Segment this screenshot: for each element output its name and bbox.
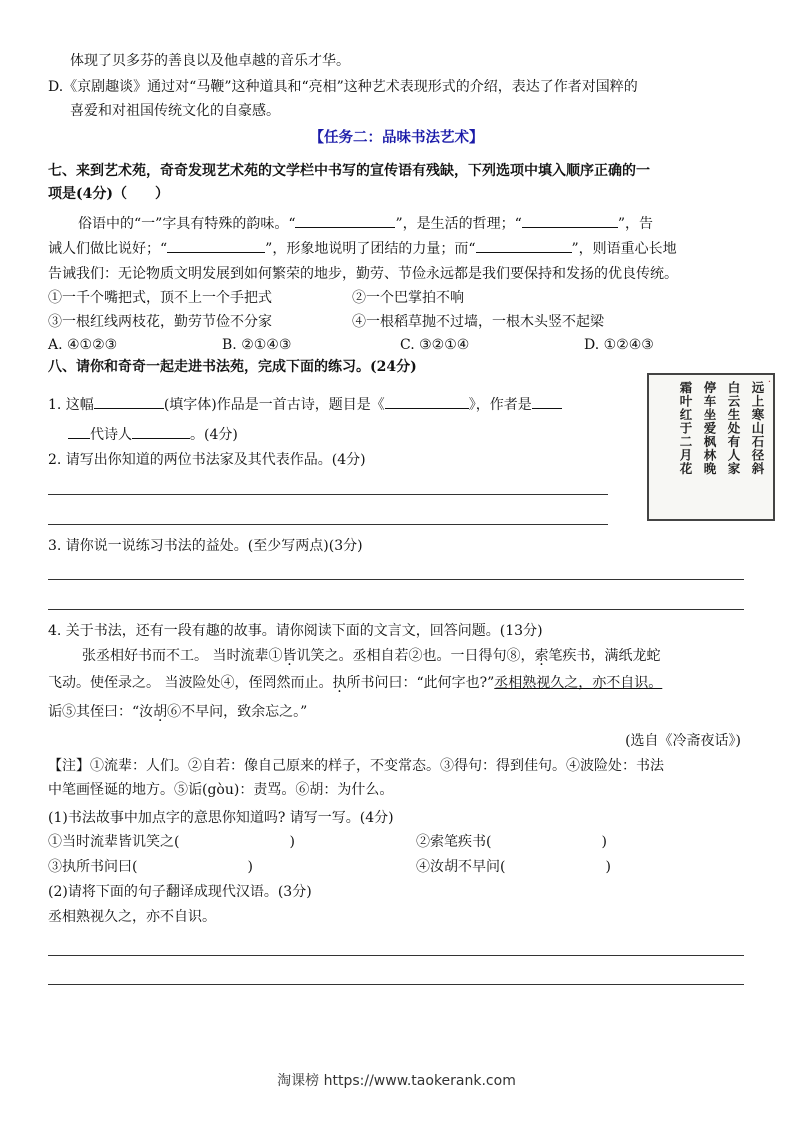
calligraphy-column-1: 远上寒山石径斜	[750, 381, 765, 476]
answer-4[interactable]	[416, 856, 611, 878]
q8-s1b: (填字体)作品是一首古诗，题目是《	[163, 397, 385, 413]
underlined-sentence: 丞相熟视久之，亦不自识。	[494, 675, 663, 691]
translation-answer-line-1[interactable]	[48, 955, 744, 956]
answer-3[interactable]	[48, 856, 253, 878]
q7-item-4: ④一根稻草抛不过墙，一根木头竖不起梁	[352, 314, 604, 330]
q7-p1b: ”，是生活的哲理；“	[395, 216, 522, 232]
answer-1-label: ①当时流辈皆讥笑之(	[48, 834, 180, 850]
q8-title-blank[interactable]	[385, 394, 469, 409]
dotted-char-jie: 皆	[282, 648, 297, 664]
q8-s1a: 1. 这幅	[48, 397, 94, 413]
q7-option-b[interactable]: B. ②①④③	[222, 337, 292, 353]
q7-passage-line2	[48, 238, 677, 260]
q8-s1e: 。(4分)	[190, 427, 238, 443]
q8-sub3-answer-line-1[interactable]	[48, 579, 744, 580]
q7-blank-1[interactable]	[295, 213, 395, 228]
q7-p1c: ”，告	[617, 216, 653, 232]
q7-blank-3[interactable]	[167, 238, 265, 253]
story-3a: 诟⑤其侄曰：“汝	[48, 704, 154, 720]
q8-s1d: 代诗人	[90, 427, 132, 443]
q8-sub2-answer-line-1[interactable]	[48, 494, 608, 495]
q8-title: 八、请你和奇奇一起走进书法苑，完成下面的练习。(24分)	[48, 359, 417, 375]
story-line2	[48, 672, 662, 694]
q8-sub4: 4. 关于书法，还有一段有趣的故事。请你阅读下面的文言文，回答问题。(13分)	[48, 623, 543, 639]
story-1c: 笔疾书，满纸龙蛇	[548, 648, 661, 664]
q7-item-1: ①一千个嘴把式，顶不上一个手把式	[48, 290, 272, 306]
story-2a: 飞动。使侄录之。 当波险处④，侄罔然而止。	[48, 675, 333, 691]
q7-p1a: 俗语中的“一”字具有特殊的韵味。“	[78, 216, 296, 232]
q7-item-2: ②一个巴掌拍不响	[352, 290, 464, 306]
q7-item-3: ③一根红线两枝花，勤劳节俭不分家	[48, 314, 272, 330]
dotted-char-suo: 索	[534, 648, 549, 664]
q7-p2a: 诫人们做比说好；“	[48, 241, 168, 257]
note-line2: 中笔画怪诞的地方。⑤诟(gòu)：责骂。⑥胡：为什么。	[48, 782, 394, 798]
q8-sub2: 2. 请写出你知道的两位书法家及其代表作品。(4分)	[48, 452, 366, 468]
story-1a: 张丞相好书而不工。 当时流辈①	[82, 648, 283, 664]
translate-sentence: 丞相熟视久之，亦不自识。	[48, 909, 216, 925]
footer-watermark: 淘课榜 https://www.taokerank.com	[277, 1073, 516, 1089]
q7-option-c[interactable]: C. ③②①④	[400, 337, 470, 353]
q8-sub3: 3. 请你说一说练习书法的益处。(至少写两点)(3分)	[48, 538, 363, 554]
q4-sub2: (2)请将下面的句子翻译成现代汉语。(3分)	[48, 884, 312, 900]
q7-title-line1: 七、来到艺术苑，奇奇发现艺术苑的文学栏中书写的宣传语有残缺，下列选项中填入顺序正确的一	[48, 163, 650, 179]
q7-p2c: ”，则语重心长地	[571, 241, 677, 257]
calligraphy-column-2: 白云生处有人家	[726, 381, 741, 476]
q8-sub1-line2	[68, 424, 238, 446]
option-c-continuation: 体现了贝多芬的善良以及他卓越的音乐才华。	[70, 53, 350, 69]
q7-option-a[interactable]: A. ④①②③	[48, 337, 118, 353]
q7-title-line2: 项是(4分)（ ）	[48, 186, 169, 202]
option-d-line2: 喜爱和对祖国传统文化的自豪感。	[70, 103, 280, 119]
answer-3-close: )	[247, 859, 253, 875]
story-source: (选自《冷斋夜话》)	[625, 733, 741, 749]
dotted-char-zhi: 执	[332, 675, 347, 691]
answer-2-close: )	[601, 834, 607, 850]
calligraphy-column-3: 停车坐爱枫林晚	[702, 381, 717, 476]
story-line1	[82, 645, 660, 667]
answer-2-label: ②索笔疾书(	[416, 834, 492, 850]
calligraphy-seal-mark: ·	[767, 377, 771, 388]
q7-p2b: ”，形象地说明了团结的力量；而“	[265, 241, 476, 257]
calligraphy-column-4: 霜叶红于二月花	[678, 381, 693, 476]
translation-answer-line-2[interactable]	[48, 984, 744, 985]
answer-1[interactable]	[48, 831, 295, 853]
story-3b: ⑥不早问，致余忘之。”	[167, 704, 308, 720]
q8-dynasty-blank[interactable]	[68, 424, 90, 439]
q8-sub2-answer-line-2[interactable]	[48, 524, 608, 525]
q7-blank-4[interactable]	[476, 238, 572, 253]
answer-4-close: )	[605, 859, 611, 875]
q8-sub1-line1	[48, 394, 562, 416]
q8-font-blank[interactable]	[94, 394, 164, 409]
story-2b: 所书问曰：“此何字也?”	[346, 675, 495, 691]
answer-3-label: ③执所书问曰(	[48, 859, 138, 875]
q8-poet-blank[interactable]	[132, 424, 190, 439]
q8-author-blank[interactable]	[532, 394, 562, 409]
answer-4-label: ④汝胡不早问(	[416, 859, 506, 875]
q8-sub3-answer-line-2[interactable]	[48, 609, 744, 610]
q7-blank-2[interactable]	[522, 213, 618, 228]
task-two-title: 【任务二：品味书法艺术】	[309, 129, 484, 146]
story-line3	[48, 701, 307, 723]
answer-2[interactable]	[416, 831, 607, 853]
calligraphy-artwork	[647, 373, 775, 521]
note-line1: 【注】①流辈：人们。②自若：像自己原来的样子，不变常态。③得句：得到佳句。④波险处：书法	[48, 758, 664, 774]
q4-sub1: (1)书法故事中加点字的意思你知道吗? 请写一写。(4分)	[48, 810, 394, 826]
answer-1-close: )	[289, 834, 295, 850]
q7-option-d[interactable]: D. ①②④③	[584, 337, 654, 353]
option-d-line1: D.《京剧趣谈》通过对“马鞭”这种道具和“亮相”这种艺术表现形式的介绍，表达了作者对国粹的	[48, 79, 638, 95]
q8-s1c: 》，作者是	[468, 397, 532, 413]
q7-passage-line1	[78, 213, 653, 235]
story-1b: 讥笑之。丞相自若②也。一日得句⑧，	[296, 648, 535, 664]
dotted-char-hu: 胡	[153, 704, 168, 720]
q7-passage-line3: 告诫我们：无论物质文明发展到如何繁荣的地步，勤劳、节俭永远都是我们要保持和发扬的优良传统。	[48, 266, 678, 282]
